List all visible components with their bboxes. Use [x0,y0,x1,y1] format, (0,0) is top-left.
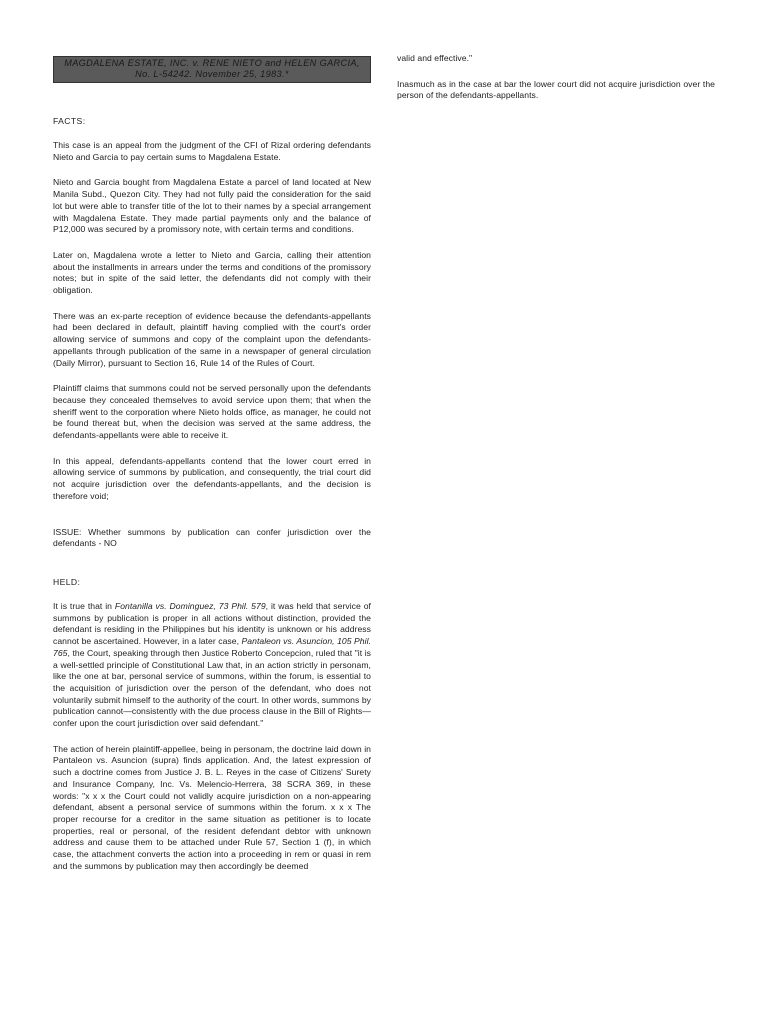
facts-paragraph-2: Nieto and Garcia bought from Magdalena Estate a parcel of land located at New Manila Subd., Quezon City. They had not fully paid the consideration for the said lot but were able to transfer title of the lot to their names by a special arrangement with Magdalena Estate. They made partial payments only and the balance of P12,000 was secured by a promissory note, with certain terms and conditions. [53,177,371,235]
held-paragraph-2: The action of herein plaintiff-appellee, being in personam, the doctrine laid down in Pantaleon vs. Asuncion (supra) finds application. And, the latest expression of such a doctrine comes from Justice J. B. L. Reyes in the case of Citizens' Surety and Insurance Company, Inc. Vs. Melencio-Herrera, 38 SCRA 369, in these words: "x x x the Court could not validly acquire jurisdiction on a non-appearing defendant, absent a personal service of summons within the forum. x x x The proper recourse for a creditor in the same situation as petitioner is to locate properties, real or personal, of the resident defendant debtor with unknown address and cause them to be attached under Rule 57, Section 1 (f), in which case, the attachment converts the action into a proceeding in rem or quasi in rem and the summons by publication may then accordingly be deemed [53,743,371,871]
facts-paragraph-6: In this appeal, defendants-appellants contend that the lower court erred in allowing service of summons by publication, and consequently, the trial court did not acquire jurisdiction over the defendants-appellants, and the decision is therefore void; [53,455,371,501]
case-citation-fontanilla: Fontanilla vs. Dominguez, 73 Phil. 579 [114,600,266,611]
case-citation-pantaleon: Pantaleon vs. Asuncion, 105 Phil. 765 [53,636,371,658]
facts-paragraph-5: Plaintiff claims that summons could not be served personally upon the defendants because they concealed themselves to avoid service upon them; that when the sheriff went to the corporation where Nieto holds office, as manager, he could not be found thereat but, when the decision was served at the same address, the defendants-appellants were able to receive it. [53,383,371,441]
case-title-box [53,56,371,83]
case-title-line-1: MAGDALENA ESTATE, INC. v. RENE NIETO and HELEN GARCIA, [64,58,360,68]
right-paragraph-2: Inasmuch as in the case at bar the lower court did not acquire jurisdiction over the person of the defendants-appellants. [397,78,715,101]
held-heading: HELD: [53,576,81,587]
issue-paragraph: ISSUE: Whether summons by publication can confer jurisdiction over the defendants - NO [53,526,371,549]
spacer [53,564,371,576]
facts-paragraph-1: This case is an appeal from the judgment of the CFI of Rizal ordering defendants Nieto and Garcia to pay certain sums to Magdalena Estate. [53,140,371,162]
held-paragraph-1 [53,601,371,730]
right-column [397,53,715,116]
held-text-a: It is true that in [53,600,115,611]
facts-paragraph-3: Later on, Magdalena wrote a letter to Nieto and Garcia, calling their attention about the installments in arrears under the terms and conditions of the promissory notes; but in spite of the said letter, the defendants did not comply with their obligation. [53,249,371,296]
left-column [53,56,371,886]
case-title-line-2: No. L-54242. November 25, 1983.* [135,69,289,79]
facts-paragraph-4: There was an ex-parte reception of evidence because the defendants-appellants had been declared in default, plaintiff having complied with the court's order allowing service of summons and copy of the complaint upon the defendants-appellants through publication of the same in a newspaper of general circulation (Daily Mirror), pursuant to Section 16, Rule 14 of the Rules of Court. [53,310,371,368]
spacer [53,517,371,527]
right-paragraph-1: valid and effective." [397,53,473,63]
held-text-b: , it was held that service of summons by publication is proper in all actions without distinction, provided the defendant is residing in the Philippines but his identity is unknown or his address cannot be ascertained. However, in a later case, [53,600,371,647]
held-text-c: , the Court, speaking through then Justice Roberto Concepcion, ruled that "it is a well-settled principle of Constitutional Law that, in an action strictly in personam, like the one at bar, personal service of summons, within the forum, is essential to the acquisition of jurisdiction over the person of the defendant, who does not voluntarily submit himself to the authority of the court. In other words, summons by publication cannot—consistently with the due process clause in the Bill of Rights—confer upon the court jurisdiction over said defendant." [53,647,371,729]
facts-heading: FACTS: [53,116,86,126]
